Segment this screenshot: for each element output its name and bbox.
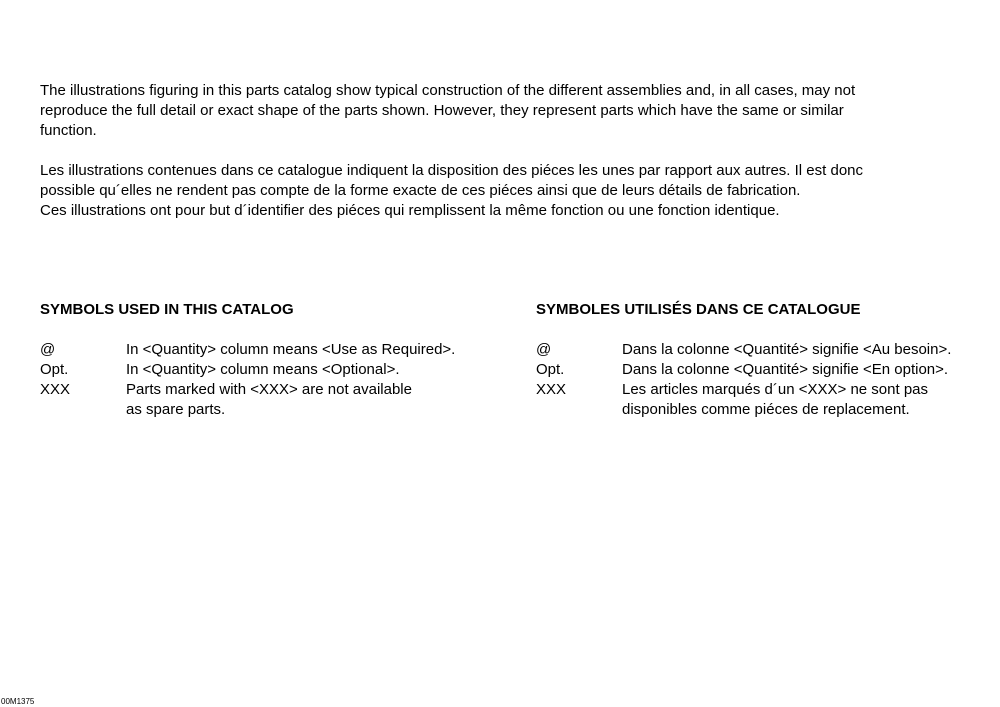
symbol-description: In <Quantity> column means <Use as Required>. — [126, 341, 456, 358]
symbol-row-at — [536, 340, 996, 360]
symbol-row-xxx — [40, 380, 510, 420]
symbols-english-section — [40, 300, 510, 420]
symbol-row-at — [40, 340, 510, 360]
intro-english-paragraph: The illustrations figuring in this parts catalog show typical construction of the different assemblies and, in all cases, may not reproduce the full detail or exact shape of the parts shown. However, they represent parts which have the same or similar function. — [40, 82, 856, 139]
symbol-row-xxx — [536, 380, 996, 420]
symbol-code: XXX — [40, 381, 71, 398]
symbol-code: @ — [40, 341, 56, 358]
symbol-code: @ — [536, 341, 552, 358]
intro-french-paragraph: Les illustrations contenues dans ce catalogue indiquent la disposition des piéces les unes par rapport aux autres. Il est donc possible qu´elles ne rendent pas compte de la forme exacte de ces piéces ainsi que de leurs détails de fabrication. Ces illustrations ont pour but d´identifier des piéces qui remplissent la même fonction ou une fonction identique. — [40, 162, 864, 219]
symbol-description: Dans la colonne <Quantité> signifie <Au besoin>. — [622, 341, 952, 358]
document-code: 00M1375 — [1, 697, 35, 706]
symbol-description: Les articles marqués d´un <XXX> ne sont pas disponibles comme piéces de replacement. — [622, 381, 929, 418]
symbols-english-title: SYMBOLS USED IN THIS CATALOG — [40, 301, 294, 318]
symbol-description: Dans la colonne <Quantité> signifie <En option>. — [622, 361, 949, 378]
symbols-french-section — [536, 300, 996, 420]
symbols-french-title: SYMBOLES UTILISÉS DANS CE CATALOGUE — [536, 301, 861, 318]
symbol-description: In <Quantity> column means <Optional>. — [126, 361, 400, 378]
symbol-description: Parts marked with <XXX> are not available as spare parts. — [126, 381, 412, 418]
symbol-code: XXX — [536, 381, 567, 398]
symbol-code: Opt. — [536, 361, 565, 378]
symbol-row-opt — [40, 360, 510, 380]
symbol-code: Opt. — [40, 361, 69, 378]
symbol-row-opt — [536, 360, 996, 380]
intro-notice — [40, 81, 990, 221]
